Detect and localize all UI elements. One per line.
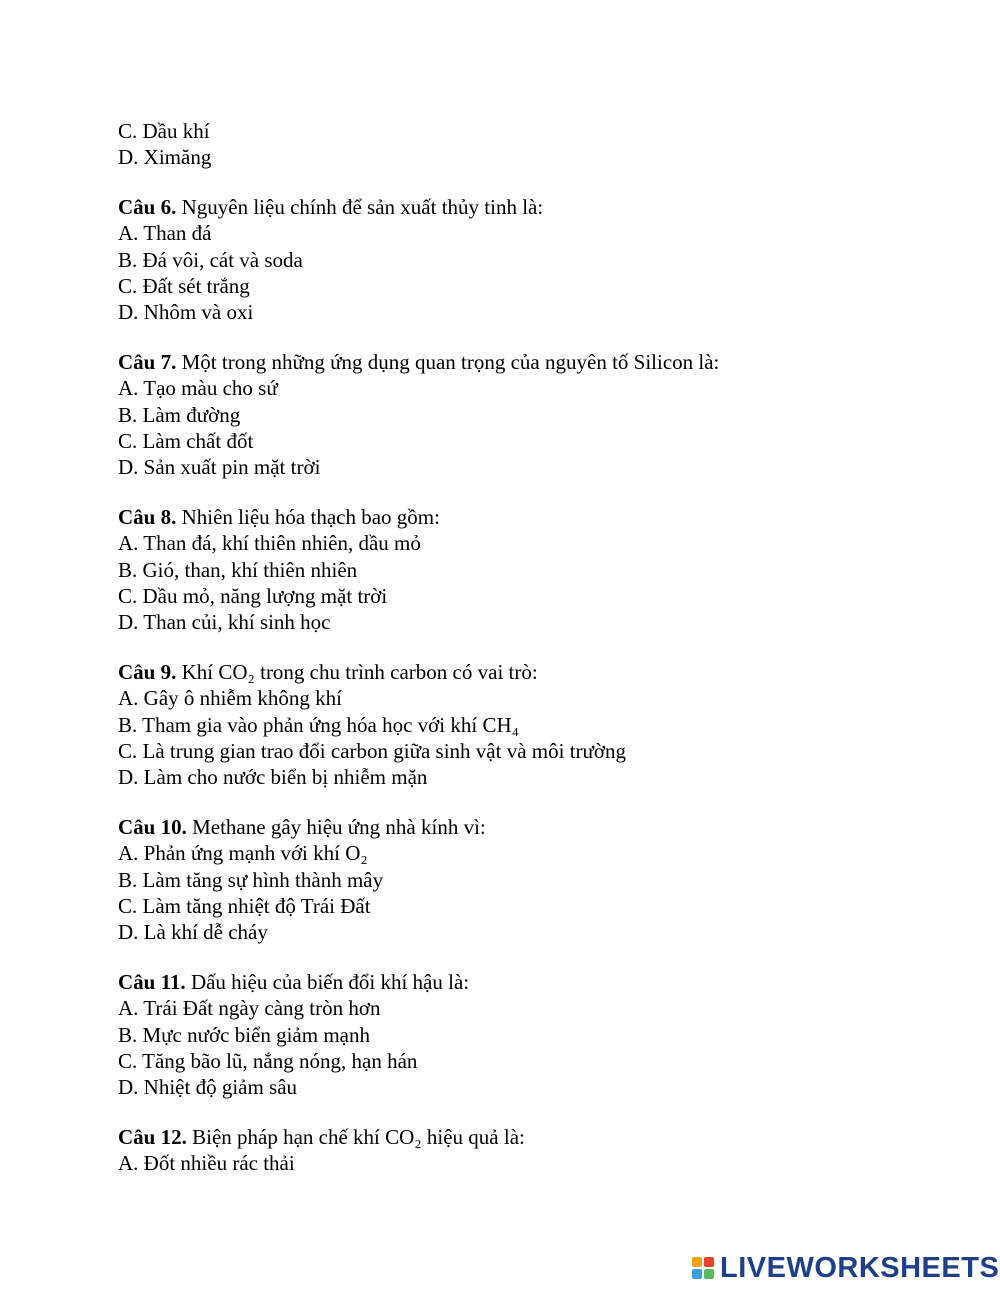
- answer-option: B. Làm tăng sự hình thành mây: [118, 867, 384, 892]
- question-text: Dấu hiệu của biến đổi khí hậu là:: [185, 970, 470, 995]
- answer-option: D. Nhiệt độ giảm sâu: [118, 1075, 298, 1100]
- answer-option: A. Đốt nhiều rác thải: [118, 1151, 295, 1176]
- liveworksheets-logo-icon: [692, 1257, 714, 1279]
- question-prompt: [118, 969, 469, 995]
- question-text: Một trong những ứng dụng quan trọng của nguyên tố Silicon là:: [176, 350, 720, 375]
- answer-option: D. Than củi, khí sinh học: [118, 610, 331, 635]
- question-text: Nguyên liệu chính để sản xuất thủy tinh là:: [176, 195, 544, 220]
- question-number: Câu 9.: [118, 660, 177, 685]
- answer-option: C. Là trung gian trao đổi carbon giữa sinh vật và môi trường: [118, 739, 627, 763]
- answer-option: A. Phản ứng mạnh với khí O₂: [118, 841, 368, 866]
- answer-option: C. Dầu mỏ, năng lượng mặt trời: [118, 584, 388, 608]
- answer-option: D. Ximăng: [118, 145, 212, 170]
- answer-option: B. Mực nước biển giảm mạnh: [118, 1022, 370, 1047]
- brand-name: LIVEWORKSHEETS: [720, 1251, 1000, 1284]
- question-number: Câu 10.: [118, 815, 187, 840]
- answer-option: A. Tạo màu cho sứ: [118, 376, 278, 401]
- answer-option: C. Đất sét trắng: [118, 274, 250, 298]
- answer-option: C. Dầu khí: [118, 119, 210, 143]
- question-prompt: [118, 1124, 525, 1150]
- question-number: Câu 6.: [118, 195, 177, 220]
- answer-option: B. Gió, than, khí thiên nhiên: [118, 557, 358, 582]
- answer-option: A. Gây ô nhiễm không khí: [118, 686, 342, 711]
- question-number: Câu 8.: [118, 505, 177, 530]
- question-prompt: [118, 349, 719, 375]
- answer-option: B. Đá vôi, cát và soda: [118, 247, 303, 272]
- question-number: Câu 7.: [118, 350, 177, 375]
- answer-option: C. Làm tăng nhiệt độ Trái Đất: [118, 894, 371, 918]
- question-text: Biện pháp hạn chế khí CO₂ hiệu quả là:: [186, 1125, 525, 1150]
- liveworksheets-brand: [692, 1250, 999, 1286]
- answer-option: C. Tăng bão lũ, nắng nóng, hạn hán: [118, 1049, 418, 1073]
- question-prompt: [118, 814, 486, 840]
- answer-option: D. Làm cho nước biển bị nhiễm mặn: [118, 765, 428, 790]
- answer-option: D. Sản xuất pin mặt trời: [118, 455, 321, 480]
- answer-option: D. Là khí dễ cháy: [118, 920, 268, 945]
- question-prompt: [118, 194, 543, 220]
- question-text: Nhiên liệu hóa thạch bao gồm:: [176, 505, 440, 530]
- answer-option: D. Nhôm và oxi: [118, 300, 254, 325]
- answer-option: A. Than đá: [118, 221, 212, 246]
- answer-option: A. Than đá, khí thiên nhiên, dầu mỏ: [118, 531, 421, 556]
- question-prompt: [118, 504, 440, 530]
- question-number: Câu 12.: [118, 1125, 187, 1150]
- question-text: Methane gây hiệu ứng nhà kính vì:: [186, 815, 486, 840]
- answer-option: C. Làm chất đốt: [118, 429, 254, 453]
- answer-option: A. Trái Đất ngày càng tròn hơn: [118, 996, 381, 1021]
- answer-option: B. Làm đường: [118, 402, 241, 427]
- question-text: Khí CO₂ trong chu trình carbon có vai trò:: [176, 660, 538, 685]
- question-number: Câu 11.: [118, 970, 186, 995]
- answer-option: B. Tham gia vào phản ứng hóa học với khí CH₄: [118, 712, 519, 737]
- question-prompt: [118, 659, 538, 685]
